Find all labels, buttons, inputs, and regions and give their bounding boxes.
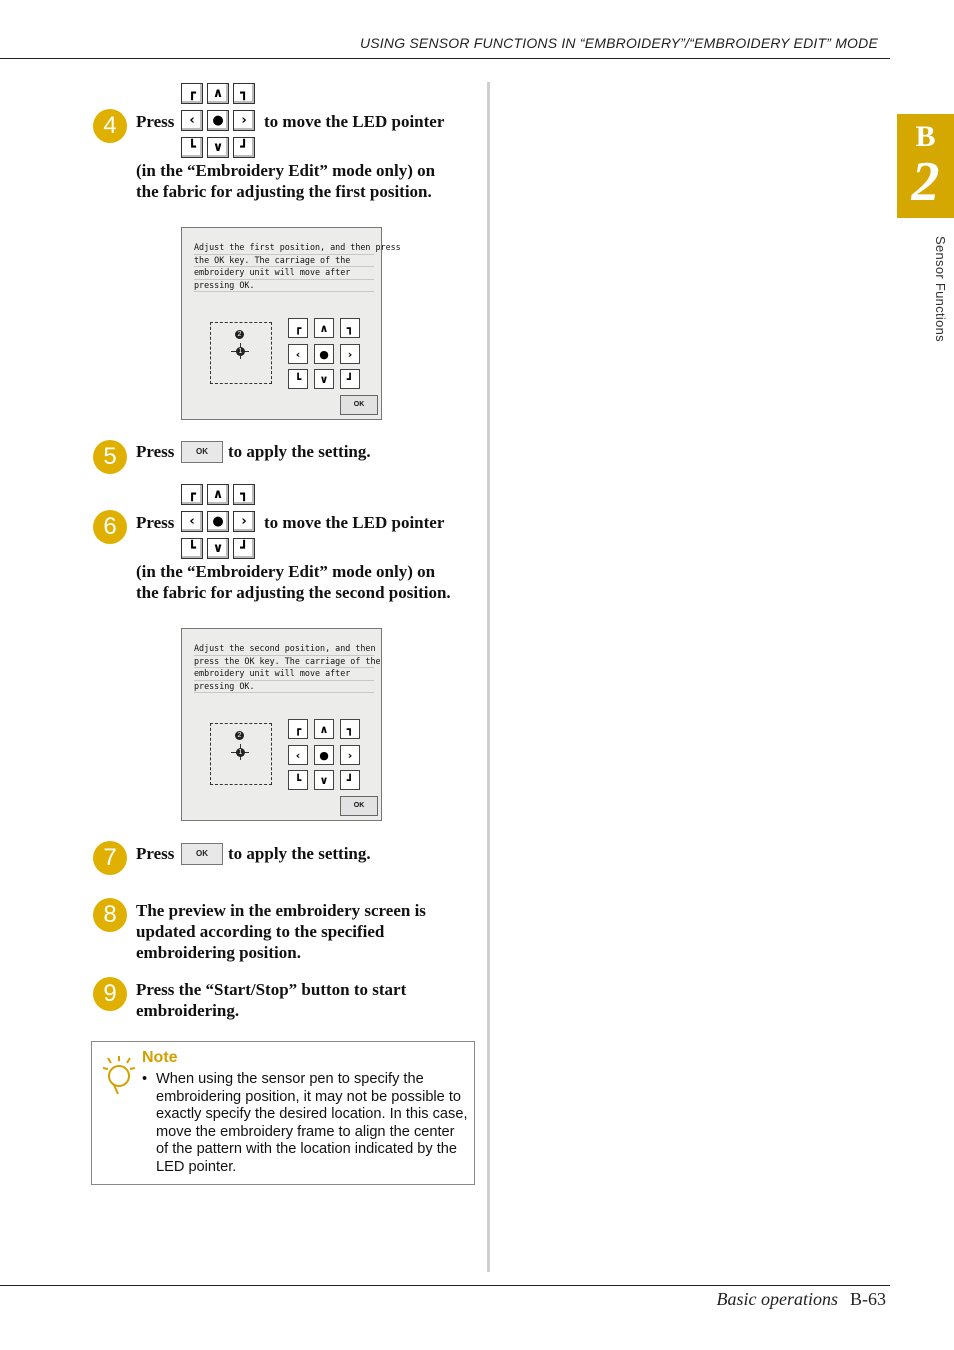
step-badge-8: 8 — [93, 898, 127, 932]
step6-line3: the fabric for adjusting the second position. — [136, 583, 451, 602]
up-left-key[interactable]: ┏ — [288, 318, 308, 338]
down-arrow-icon: ∨ — [207, 137, 229, 158]
down-left-key[interactable]: ┗ — [288, 770, 308, 790]
page-number: B-63 — [850, 1289, 886, 1309]
up-right-key[interactable]: ┓ — [340, 719, 360, 739]
step5-after: to apply the setting. — [228, 442, 371, 461]
step4-line2: (in the “Embroidery Edit” mode only) on — [136, 161, 436, 180]
center-key[interactable]: ● — [314, 344, 334, 364]
center-dot-icon: ● — [207, 110, 229, 131]
message-line: embroidery unit will move after — [194, 668, 374, 681]
up-key[interactable]: ∧ — [314, 318, 334, 338]
panel-message — [194, 242, 401, 292]
right-key[interactable]: › — [340, 344, 360, 364]
message-line: Adjust the first position, and then press — [194, 242, 374, 255]
down-left-key[interactable]: ┗ — [288, 369, 308, 389]
step6-line2: (in the “Embroidery Edit” mode only) on — [136, 562, 436, 581]
embroidery-frame-outline — [210, 723, 272, 785]
step-badge-5: 5 — [93, 440, 127, 474]
up-left-arrow-icon: ┏ — [181, 83, 203, 104]
right-arrow-icon: › — [233, 110, 255, 131]
step7-after: to apply the setting. — [228, 844, 371, 863]
chapter-tab — [897, 114, 954, 218]
left-key[interactable]: ‹ — [288, 344, 308, 364]
footer-rule — [0, 1285, 890, 1286]
position-marker-1: 1 — [236, 748, 245, 757]
message-line: embroidery unit will move after — [194, 267, 374, 280]
down-right-key[interactable]: ┛ — [340, 770, 360, 790]
up-left-arrow-icon: ┏ — [181, 484, 203, 505]
running-header: USING SENSOR FUNCTIONS IN “EMBROIDERY”/“EMBROIDERY EDIT” MODE — [359, 35, 878, 51]
position-marker-2: 2 — [235, 731, 244, 740]
left-arrow-icon: ‹ — [181, 110, 203, 131]
embroidery-frame-outline — [210, 322, 272, 384]
ok-key[interactable]: OK — [340, 796, 378, 816]
down-key[interactable]: ∨ — [314, 770, 334, 790]
right-key[interactable]: › — [340, 745, 360, 765]
chapter-number: 2 — [911, 151, 940, 213]
right-arrow-icon: › — [233, 511, 255, 532]
step-badge-4: 4 — [93, 109, 127, 143]
footer-section: Basic operations — [716, 1289, 838, 1309]
bullet: • — [142, 1071, 148, 1087]
down-arrow-icon: ∨ — [207, 538, 229, 559]
left-key[interactable]: ‹ — [288, 745, 308, 765]
step4-press: Press — [136, 112, 175, 131]
chapter-letter: B — [915, 120, 936, 153]
step8-line2: updated according to the specified — [136, 922, 385, 941]
center-key[interactable]: ● — [314, 745, 334, 765]
position-marker-1: 1 — [236, 347, 245, 356]
up-arrow-icon: ∧ — [207, 83, 229, 104]
ok-button-icon: OK — [181, 843, 223, 865]
left-arrow-icon: ‹ — [181, 511, 203, 532]
message-line: Adjust the second position, and then — [194, 643, 374, 656]
step6-after: to move the LED pointer — [264, 513, 445, 532]
step4-after: to move the LED pointer — [264, 112, 445, 131]
up-right-arrow-icon: ┓ — [233, 484, 255, 505]
step8-line1: The preview in the embroidery screen is — [136, 901, 426, 920]
down-right-arrow-icon: ┛ — [233, 137, 255, 158]
up-left-key[interactable]: ┏ — [288, 719, 308, 739]
note-body — [142, 1071, 468, 1177]
page-footer — [717, 1289, 887, 1310]
step9-line1: Press the “Start/Stop” button to start — [136, 980, 407, 999]
message-line: pressing OK. — [194, 280, 374, 293]
step6-press: Press — [136, 513, 175, 532]
step7-press: Press — [136, 844, 175, 863]
up-right-key[interactable]: ┓ — [340, 318, 360, 338]
step9-line2: embroidering. — [136, 1001, 240, 1020]
panel-message — [194, 643, 381, 693]
ok-button-icon: OK — [181, 441, 223, 463]
message-line: press the OK key. The carriage of the — [194, 656, 374, 669]
lcd-screenshot-first-position — [181, 227, 401, 420]
side-section-label: Sensor Functions — [933, 236, 948, 342]
step5-press: Press — [136, 442, 175, 461]
column-divider — [487, 82, 490, 1272]
note-box — [91, 1041, 475, 1185]
keypad-icon-step4 — [181, 83, 255, 158]
keypad-icon-step6 — [181, 484, 255, 559]
header-rule — [0, 58, 890, 59]
note-text: When using the sensor pen to specify the embroidering position, it may not be possible to exactly specify the desired location. In this case, move the embroidery frame to align the center of the pattern with the location indicated by the LED pointer. — [156, 1071, 468, 1175]
step-badge-7: 7 — [93, 841, 127, 875]
note-title: Note — [142, 1049, 178, 1066]
message-line: the OK key. The carriage of the — [194, 255, 374, 268]
down-right-key[interactable]: ┛ — [340, 369, 360, 389]
lcd-screenshot-second-position — [181, 628, 382, 821]
down-left-arrow-icon: ┗ — [181, 137, 203, 158]
down-key[interactable]: ∨ — [314, 369, 334, 389]
position-marker-2: 2 — [235, 330, 244, 339]
lightbulb-icon — [102, 1056, 136, 1096]
step4-line3: the fabric for adjusting the first position. — [136, 182, 432, 201]
ok-key[interactable]: OK — [340, 395, 378, 415]
step-badge-6: 6 — [93, 510, 127, 544]
up-right-arrow-icon: ┓ — [233, 83, 255, 104]
down-left-arrow-icon: ┗ — [181, 538, 203, 559]
up-key[interactable]: ∧ — [314, 719, 334, 739]
message-line: pressing OK. — [194, 681, 374, 694]
up-arrow-icon: ∧ — [207, 484, 229, 505]
step8-line3: embroidering position. — [136, 943, 301, 962]
center-dot-icon: ● — [207, 511, 229, 532]
step-badge-9: 9 — [93, 977, 127, 1011]
down-right-arrow-icon: ┛ — [233, 538, 255, 559]
